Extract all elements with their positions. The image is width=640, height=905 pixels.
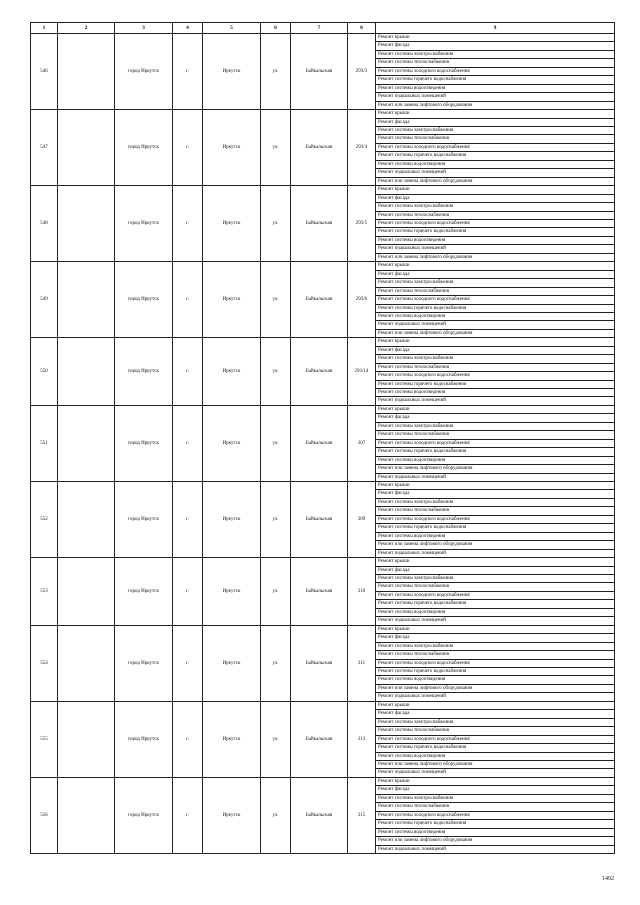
locality-type: г. <box>173 777 203 853</box>
municipality: город Иркутск <box>115 701 173 777</box>
repair-work-item: Ремонт системы электроснабжения <box>376 126 615 134</box>
empty-cell <box>58 338 115 406</box>
repair-work-item: Ремонт системы холодного водоснабжения <box>376 296 615 304</box>
repair-work-item: Ремонт крыши <box>376 34 615 42</box>
house-number: 309 <box>348 482 376 558</box>
repair-work-item: Ремонт системы горячего водоснабжения <box>376 820 615 828</box>
repair-work-item: Ремонт системы холодного водоснабжения <box>376 219 615 227</box>
empty-cell <box>58 34 115 110</box>
locality-name: Иркутск <box>203 482 261 558</box>
repair-work-item: Ремонт системы холодного водоснабжения <box>376 143 615 151</box>
repair-work-item: Ремонт или замена лифтового оборудования <box>376 253 615 261</box>
record-number: 548 <box>31 186 58 262</box>
record-number: 551 <box>31 405 58 481</box>
table-row <box>31 777 615 785</box>
locality-name: Иркутск <box>203 701 261 777</box>
repair-work-item: Ремонт крыши <box>376 701 615 709</box>
column-number: 2 <box>58 23 115 34</box>
locality-name: Иркутск <box>203 186 261 262</box>
repair-work-item: Ремонт системы горячего водоснабжения <box>376 76 615 84</box>
repair-work-item: Ремонт системы электроснабжения <box>376 642 615 650</box>
repair-work-item: Ремонт системы водоотведения <box>376 389 615 397</box>
repair-work-item: Ремонт системы холодного водоснабжения <box>376 811 615 819</box>
record-number: 556 <box>31 777 58 853</box>
repair-work-item: Ремонт фасада <box>376 270 615 278</box>
repair-work-item: Ремонт фасада <box>376 414 615 422</box>
house-number: 313 <box>348 701 376 777</box>
repair-work-item: Ремонт системы теплоснабжения <box>376 803 615 811</box>
repair-work-item: Ремонт системы теплоснабжения <box>376 727 615 735</box>
house-number: 293/6 <box>348 262 376 338</box>
repair-work-item: Ремонт системы теплоснабжения <box>376 507 615 515</box>
repair-work-item: Ремонт фасада <box>376 566 615 574</box>
repair-work-item: Ремонт системы холодного водоснабжения <box>376 372 615 380</box>
municipality: город Иркутск <box>115 338 173 406</box>
repair-work-item: Ремонт системы электроснабжения <box>376 355 615 363</box>
table-row <box>31 701 615 709</box>
house-number: 315 <box>348 777 376 853</box>
repair-work-item: Ремонт крыши <box>376 186 615 194</box>
repair-work-item: Ремонт фасада <box>376 42 615 50</box>
table-row <box>31 34 615 42</box>
repair-work-item: Ремонт крыши <box>376 262 615 270</box>
repair-work-item: Ремонт системы электроснабжения <box>376 50 615 58</box>
repair-work-item: Ремонт системы горячего водоснабжения <box>376 304 615 312</box>
repair-work-item: Ремонт системы электроснабжения <box>376 718 615 726</box>
empty-cell <box>58 482 115 558</box>
locality-name: Иркутск <box>203 405 261 481</box>
table-header <box>31 23 615 34</box>
repair-work-item: Ремонт системы водоотведения <box>376 608 615 616</box>
column-number: 3 <box>115 23 173 34</box>
municipality: город Иркутск <box>115 625 173 701</box>
empty-cell <box>58 405 115 481</box>
repair-work-item: Ремонт подвальных помещений <box>376 397 615 405</box>
locality-type: г. <box>173 625 203 701</box>
street-name: Байкальская <box>291 34 348 110</box>
column-number: 9 <box>376 23 615 34</box>
locality-type: г. <box>173 110 203 186</box>
repair-work-item: Ремонт системы электроснабжения <box>376 794 615 802</box>
repair-work-item: Ремонт системы электроснабжения <box>376 422 615 430</box>
street-type: ул. <box>261 110 291 186</box>
municipality: город Иркутск <box>115 186 173 262</box>
locality-type: г. <box>173 482 203 558</box>
repair-work-item: Ремонт системы горячего водоснабжения <box>376 380 615 388</box>
house-number: 307 <box>348 405 376 481</box>
repair-work-item: Ремонт системы теплоснабжения <box>376 583 615 591</box>
repair-work-item: Ремонт подвальных помещений <box>376 93 615 101</box>
repair-work-item: Ремонт системы водоотведения <box>376 236 615 244</box>
repair-work-item: Ремонт системы теплоснабжения <box>376 363 615 371</box>
locality-name: Иркутск <box>203 262 261 338</box>
house-number: 310 <box>348 558 376 626</box>
house-number: 293/3 <box>348 34 376 110</box>
repair-work-item: Ремонт подвальных помещений <box>376 693 615 701</box>
repair-work-item: Ремонт системы электроснабжения <box>376 575 615 583</box>
street-type: ул. <box>261 777 291 853</box>
locality-type: г. <box>173 558 203 626</box>
table-row <box>31 110 615 118</box>
street-type: ул. <box>261 482 291 558</box>
table-row <box>31 405 615 413</box>
street-name: Байкальская <box>291 405 348 481</box>
locality-name: Иркутск <box>203 34 261 110</box>
table-row <box>31 558 615 566</box>
table-row <box>31 262 615 270</box>
street-type: ул. <box>261 558 291 626</box>
repair-work-item: Ремонт крыши <box>376 558 615 566</box>
repair-work-item: Ремонт фасада <box>376 490 615 498</box>
locality-name: Иркутск <box>203 558 261 626</box>
repair-work-item: Ремонт системы горячего водоснабжения <box>376 152 615 160</box>
column-number: 7 <box>291 23 348 34</box>
table-body <box>31 34 615 854</box>
repair-work-item: Ремонт системы горячего водоснабжения <box>376 667 615 675</box>
repair-work-item: Ремонт системы холодного водоснабжения <box>376 735 615 743</box>
repair-work-item: Ремонт подвальных помещений <box>376 245 615 253</box>
municipality: город Иркутск <box>115 482 173 558</box>
repair-schedule-table <box>30 22 615 854</box>
record-number: 547 <box>31 110 58 186</box>
repair-work-item: Ремонт подвальных помещений <box>376 769 615 777</box>
repair-work-item: Ремонт системы теплоснабжения <box>376 431 615 439</box>
repair-work-item: Ремонт крыши <box>376 110 615 118</box>
house-number: 311 <box>348 625 376 701</box>
repair-work-item: Ремонт системы холодного водоснабжения <box>376 515 615 523</box>
repair-work-item: Ремонт или замена лифтового оборудования <box>376 837 615 845</box>
table-row <box>31 186 615 194</box>
repair-work-item: Ремонт системы горячего водоснабжения <box>376 600 615 608</box>
repair-work-item: Ремонт крыши <box>376 777 615 785</box>
locality-type: г. <box>173 34 203 110</box>
locality-type: г. <box>173 262 203 338</box>
repair-work-item: Ремонт системы водоотведения <box>376 532 615 540</box>
repair-work-item: Ремонт системы электроснабжения <box>376 203 615 211</box>
street-name: Байкальская <box>291 110 348 186</box>
table-row <box>31 625 615 633</box>
repair-work-item: Ремонт системы холодного водоснабжения <box>376 591 615 599</box>
municipality: город Иркутск <box>115 34 173 110</box>
repair-work-item: Ремонт системы горячего водоснабжения <box>376 228 615 236</box>
locality-type: г. <box>173 701 203 777</box>
repair-work-item: Ремонт фасада <box>376 346 615 354</box>
repair-work-item: Ремонт системы теплоснабжения <box>376 211 615 219</box>
repair-work-item: Ремонт системы водоотведения <box>376 676 615 684</box>
locality-name: Иркутск <box>203 110 261 186</box>
municipality: город Иркутск <box>115 405 173 481</box>
repair-work-item: Ремонт системы водоотведения <box>376 160 615 168</box>
locality-type: г. <box>173 338 203 406</box>
municipality: город Иркутск <box>115 262 173 338</box>
repair-work-item: Ремонт или замена лифтового оборудования <box>376 541 615 549</box>
repair-work-item: Ремонт системы горячего водоснабжения <box>376 524 615 532</box>
street-name: Байкальская <box>291 701 348 777</box>
repair-work-item: Ремонт системы теплоснабжения <box>376 287 615 295</box>
repair-work-item: Ремонт системы электроснабжения <box>376 498 615 506</box>
repair-work-item: Ремонт системы теплоснабжения <box>376 135 615 143</box>
repair-work-item: Ремонт системы водоотведения <box>376 84 615 92</box>
house-number: 293/5 <box>348 186 376 262</box>
locality-name: Иркутск <box>203 625 261 701</box>
repair-work-item: Ремонт фасада <box>376 710 615 718</box>
column-number: 6 <box>261 23 291 34</box>
street-name: Байкальская <box>291 338 348 406</box>
street-name: Байкальская <box>291 186 348 262</box>
repair-work-item: Ремонт или замена лифтового оборудования <box>376 329 615 337</box>
record-number: 555 <box>31 701 58 777</box>
street-type: ул. <box>261 625 291 701</box>
street-name: Байкальская <box>291 482 348 558</box>
street-type: ул. <box>261 262 291 338</box>
record-number: 550 <box>31 338 58 406</box>
record-number: 554 <box>31 625 58 701</box>
locality-type: г. <box>173 405 203 481</box>
repair-work-item: Ремонт или замена лифтового оборудования <box>376 177 615 185</box>
repair-work-item: Ремонт или замена лифтового оборудования <box>376 465 615 473</box>
street-type: ул. <box>261 338 291 406</box>
empty-cell <box>58 558 115 626</box>
repair-work-item: Ремонт системы теплоснабжения <box>376 59 615 67</box>
street-name: Байкальская <box>291 558 348 626</box>
locality-name: Иркутск <box>203 777 261 853</box>
repair-work-item: Ремонт фасада <box>376 118 615 126</box>
repair-work-item: Ремонт системы холодного водоснабжения <box>376 439 615 447</box>
column-number: 1 <box>31 23 58 34</box>
street-name: Байкальская <box>291 777 348 853</box>
repair-work-item: Ремонт фасада <box>376 634 615 642</box>
empty-cell <box>58 186 115 262</box>
repair-work-item: Ремонт подвальных помещений <box>376 617 615 625</box>
repair-work-item: Ремонт системы водоотведения <box>376 828 615 836</box>
repair-work-item: Ремонт или замена лифтового оборудования <box>376 101 615 109</box>
empty-cell <box>58 110 115 186</box>
repair-work-item: Ремонт системы горячего водоснабжения <box>376 448 615 456</box>
repair-work-item: Ремонт или замена лифтового оборудования <box>376 684 615 692</box>
house-number: 293/4 <box>348 110 376 186</box>
repair-work-item: Ремонт крыши <box>376 625 615 633</box>
empty-cell <box>58 625 115 701</box>
page-number: 1492 <box>602 876 614 882</box>
repair-work-item: Ремонт фасада <box>376 786 615 794</box>
repair-work-item: Ремонт или замена лифтового оборудования <box>376 760 615 768</box>
repair-work-item: Ремонт системы водоотведения <box>376 456 615 464</box>
street-name: Байкальская <box>291 625 348 701</box>
column-number-row <box>31 23 615 34</box>
table-row <box>31 338 615 346</box>
repair-work-item: Ремонт системы водоотведения <box>376 752 615 760</box>
municipality: город Иркутск <box>115 558 173 626</box>
street-name: Байкальская <box>291 262 348 338</box>
municipality: город Иркутск <box>115 777 173 853</box>
empty-cell <box>58 262 115 338</box>
street-type: ул. <box>261 34 291 110</box>
locality-type: г. <box>173 186 203 262</box>
municipality: город Иркутск <box>115 110 173 186</box>
repair-work-item: Ремонт системы холодного водоснабжения <box>376 659 615 667</box>
street-type: ул. <box>261 405 291 481</box>
record-number: 553 <box>31 558 58 626</box>
street-type: ул. <box>261 186 291 262</box>
repair-work-item: Ремонт фасада <box>376 194 615 202</box>
repair-work-item: Ремонт системы электроснабжения <box>376 279 615 287</box>
document-page <box>30 22 614 854</box>
repair-work-item: Ремонт подвальных помещений <box>376 321 615 329</box>
column-number: 4 <box>173 23 203 34</box>
repair-work-item: Ремонт системы водоотведения <box>376 312 615 320</box>
record-number: 546 <box>31 34 58 110</box>
street-type: ул. <box>261 701 291 777</box>
column-number: 5 <box>203 23 261 34</box>
repair-work-item: Ремонт системы холодного водоснабжения <box>376 67 615 75</box>
repair-work-item: Ремонт подвальных помещений <box>376 169 615 177</box>
record-number: 549 <box>31 262 58 338</box>
empty-cell <box>58 777 115 853</box>
table-row <box>31 482 615 490</box>
repair-work-item: Ремонт крыши <box>376 338 615 346</box>
repair-work-item: Ремонт крыши <box>376 405 615 413</box>
empty-cell <box>58 701 115 777</box>
repair-work-item: Ремонт системы горячего водоснабжения <box>376 744 615 752</box>
repair-work-item: Ремонт подвальных помещений <box>376 549 615 557</box>
repair-work-item: Ремонт подвальных помещений <box>376 845 615 853</box>
repair-work-item: Ремонт крыши <box>376 482 615 490</box>
repair-work-item: Ремонт подвальных помещений <box>376 473 615 481</box>
locality-name: Иркутск <box>203 338 261 406</box>
record-number: 552 <box>31 482 58 558</box>
repair-work-item: Ремонт системы теплоснабжения <box>376 651 615 659</box>
house-number: 293/14 <box>348 338 376 406</box>
column-number: 8 <box>348 23 376 34</box>
